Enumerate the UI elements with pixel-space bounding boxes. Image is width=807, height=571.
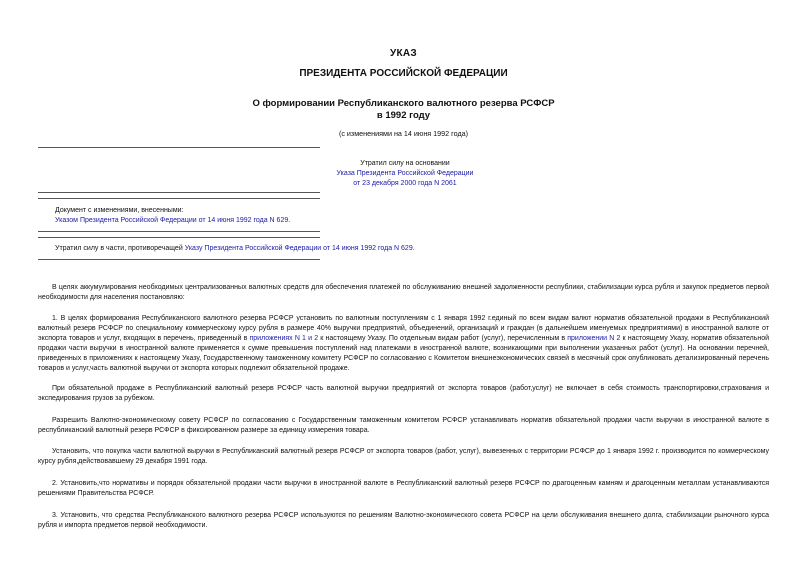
invalidation-link-date[interactable]: от 23 декабря 2000 года N 2061 xyxy=(353,180,457,187)
decree-title: УКАЗ xyxy=(389,48,417,59)
partial-invalidation-link[interactable]: Указу Президента Российской Федерации от 14 июня 1992 года N 629. xyxy=(184,245,415,252)
divider xyxy=(38,259,320,260)
paragraph-intro: В целях аккумулирования необходимых централизованных валютных средств для обеспечения платежей по обслуживанию внешней задолженности республики, стабилизации курса рубля и закупок предметов первой необходимости для населения постановляю: xyxy=(38,284,769,302)
divider xyxy=(38,237,320,238)
invalidation-link-title[interactable]: Указа Президента Российской Федерации xyxy=(336,170,474,177)
paragraph-5: 2. Установить,что нормативы и порядок обязательной продажи части выручки в иностранной валюте в Республиканский валютный резерв РСФСР по драгоценным камням и драгоценным металлам устанавливаются решениями Правительства РСФСР. xyxy=(38,480,769,498)
subject-title-line1: О формировании Республиканского валютного резерва РСФСР xyxy=(252,98,555,109)
divider xyxy=(38,231,320,232)
paragraph-1-text: 1. В целях формирования Республиканского валютного резерва РСФСР установить по валютным поступлениям с 1 января 1992 г.единый по всем видам валют норматив обязательной продажи в Республиканский валютный резерв РСФСР по специальному коммерческому курсу рубля в размере 40% выручки предприятий, объединений, организаций и граждан (в дальнейшем именуемых предприятиями) в иностранной валюте от экспорта товаров и услуг, входящих в перечень, приведенный в xyxy=(38,315,769,343)
paragraph-1 xyxy=(38,314,769,375)
subject-title-line2: в 1992 году xyxy=(376,110,431,121)
appendix-2-link[interactable]: приложении N 2 xyxy=(567,335,621,343)
paragraph-1-text: к настоящему Указу. По отдельным видам работ (услуг), перечисленным в xyxy=(318,335,568,343)
partial-invalidation-text: Утратил силу в части, противоречащей xyxy=(55,245,185,252)
edits-note: (с изменениями на 14 июня 1992 года) xyxy=(338,129,469,138)
partial-invalidation xyxy=(55,244,415,254)
invalidation-stamp xyxy=(320,159,490,189)
paragraph-3: Разрешить Валютно-экономическому совету РСФСР по согласованию с Государственным таможенным комитетом РСФСР устанавливать норматив обязательной продажи части выручки в иностранной валюте в республиканский валютный резерв РСФСР в фиксированном размере за единицу измерения товара. xyxy=(38,417,769,435)
amendments-label: Документ с изменениями, внесенными: xyxy=(55,207,184,214)
paragraph-4: Установить, что покупка части валютной выручки в Республиканский валютный резерв РСФСР от экспорта товаров (работ, услуг), вывезенных с территории РСФСР до 1 января 1992 г. производится по коммерческому курсу рубля,действовавшему 29 декабря 1991 года. xyxy=(38,448,769,466)
invalidation-text: Утратил силу на основании xyxy=(360,160,450,167)
paragraph-6: 3. Установить, что средства Республиканского валютного резерва РСФСР используются по решениям Валютно-экономического совета РСФСР на цели обслуживания внешнего долга, стабилизации рыночного курса рубля и импорта предметов первой необходимости. xyxy=(38,512,769,530)
issuer-title: ПРЕЗИДЕНТА РОССИЙСКОЙ ФЕДЕРАЦИИ xyxy=(299,68,508,79)
divider xyxy=(38,192,320,193)
appendix-1-2-link[interactable]: приложениях N 1 и 2 xyxy=(249,335,319,343)
divider xyxy=(38,147,320,148)
divider xyxy=(38,198,320,199)
amendments-link[interactable]: Указом Президента Российской Федерации от 14 июня 1992 года N 629. xyxy=(55,217,291,224)
paragraph-2: При обязательной продаже в Республиканский валютный резерв РСФСР часть валютной выручки предприятий от экспорта товаров (работ,услуг) не включает в себя стоимость транспортировки,страхования и экспедирования грузов за рубежом. xyxy=(38,385,769,403)
amendments-block xyxy=(55,206,290,226)
paragraph-1-text: к настоящему Указу, норматив обязательной продажи части выручки в иностранной валюте применяется к сумме превышения поступлений над платежами в иностранной валюте, возникающими при выполнении указанных работ (услуг). На основании перечней, приведенных в приложениях к настоящему Указу, Государственному таможенному комитету РСФСР по согласованию с Комитетом внешнеэкономических связей в месячный срок опубликовать детализированный перечень товаров и услуг,часть валютной выручки от экспорта которых подлежит обязательной продаже. xyxy=(38,335,770,373)
